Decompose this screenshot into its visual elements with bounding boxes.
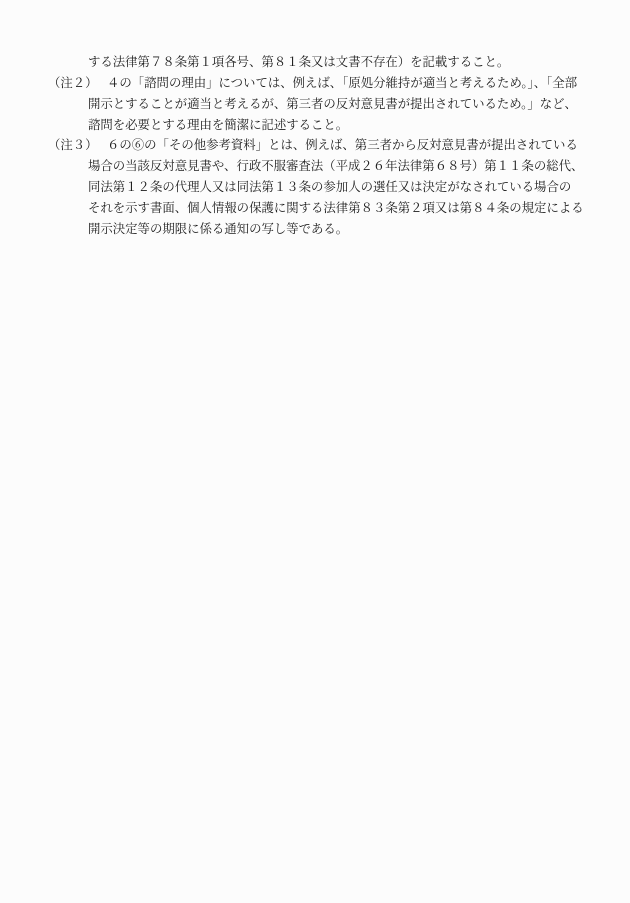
note2-line-3: 諮問を必要とする理由を簡潔に記述すること。: [88, 117, 349, 132]
note3-row: [48, 135, 598, 156]
note3-line-1: ６の⑥の「その他参考資料」とは、例えば、第三者から反対意見書が提出されている: [107, 138, 578, 153]
note3-label: （注３）: [48, 138, 98, 153]
note1-continuation-line: する法律第７８条第１項各号、第８１条又は文書不存在）を記載すること。: [88, 55, 510, 69]
notes-text-block: [48, 52, 598, 240]
note3-line-3: 同法第１２条の代理人又は同法第１３条の参加人の選任又は決定がなされている場合の: [88, 180, 572, 195]
note3-line-4: それを示す書面、個人情報の保護に関する法律第８３条第２項又は第８４条の規定による: [88, 200, 584, 215]
note3-line-5: 開示決定等の期限に係る通知の写し等である。: [88, 221, 349, 236]
note2-label: （注２）: [48, 75, 98, 90]
note2-row: [48, 73, 598, 94]
note3-line-2: 場合の当該反対意見書や、行政不服審査法（平成２６年法律第６８号）第１１条の総代、: [88, 159, 584, 174]
note2-line-1: ４の「諮問の理由」については、例えば、「原処分維持が適当と考えるため。」、「全部: [107, 75, 578, 90]
note2-line-2: 開示とすることが適当と考えるが、第三者の反対意見書が提出されているため。」など、: [88, 96, 577, 111]
